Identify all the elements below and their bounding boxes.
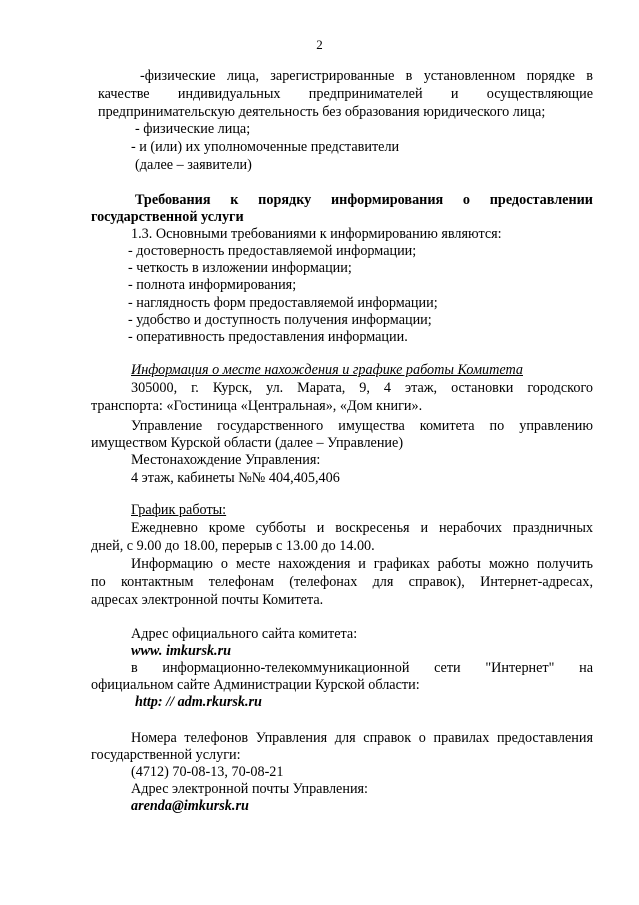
list-item: - наглядность форм предоставляемой информации;: [128, 295, 438, 311]
text-line: транспорта: «Гостиница «Центральная», «Дом книги».: [91, 398, 423, 414]
text-line: официальном сайте Администрации Курской области:: [91, 677, 420, 693]
text-line: 305000, г. Курск, ул. Марата, 9, 4 этаж, остановки городского: [131, 380, 593, 396]
section-heading: Требования к порядку информирования о предоставлении: [135, 192, 593, 208]
text-line: Адрес электронной почты Управления:: [131, 781, 369, 797]
phone-numbers: (4712) 70-08-13, 70-08-21: [131, 764, 284, 780]
list-item: - физические лица;: [135, 121, 251, 137]
text-line: предпринимательскую деятельность без образования юридического лица;: [98, 104, 546, 120]
list-item: - удобство и доступность получения информации;: [128, 312, 432, 328]
text-line: 4 этаж, кабинеты №№ 404,405,406: [131, 470, 340, 486]
text-line: Ежедневно кроме субботы и воскресенья и нерабочих праздничных: [131, 520, 593, 536]
email-link[interactable]: arenda@imkursk.ru: [131, 798, 249, 814]
text-line: Адрес официального сайта комитета:: [131, 626, 358, 642]
text-line: Управление государственного имущества комитета по управлению: [131, 418, 593, 434]
schedule-heading: График работы:: [131, 502, 227, 518]
list-item: - достоверность предоставляемой информации;: [128, 243, 417, 259]
text-line: качестве индивидуальных предпринимателей и осуществляющие: [98, 86, 593, 102]
page-number: 2: [316, 37, 323, 52]
text-line: (далее – заявители): [135, 157, 252, 173]
text-line: в информационно-телекоммуникационной сети "Интернет" на: [131, 660, 593, 676]
list-item: - и (или) их уполномоченные представители: [131, 139, 400, 155]
text-line: Номера телефонов Управления для справок о правилах предоставления: [131, 730, 593, 746]
website-link[interactable]: http: // adm.rkursk.ru: [135, 694, 262, 710]
section-subheading: Информация о месте нахождения и графике работы Комитета: [131, 362, 523, 378]
text-line: 1.3. Основными требованиями к информированию являются:: [131, 226, 502, 242]
text-line: адресах электронной почты Комитета.: [91, 592, 324, 608]
text-line: по контактным телефонам (телефонах для справок), Интернет-адресах,: [91, 574, 593, 590]
text-line: Информацию о месте нахождения и графиках работы можно получить: [131, 556, 593, 572]
text-line: Местонахождение Управления:: [131, 452, 321, 468]
list-item: - четкость в изложении информации;: [128, 260, 352, 276]
text-line: -физические лица, зарегистрированные в установленном порядке в: [140, 68, 593, 84]
website-link[interactable]: www. imkursk.ru: [131, 643, 232, 659]
text-line: государственной услуги:: [91, 747, 241, 763]
list-item: - оперативность предоставления информации.: [128, 329, 408, 345]
text-line: имуществом Курской области (далее – Управление): [91, 435, 404, 451]
section-heading: государственной услуги: [91, 209, 244, 225]
list-item: - полнота информирования;: [128, 277, 297, 293]
text-line: дней, с 9.00 до 18.00, перерыв с 13.00 до 14.00.: [91, 538, 375, 554]
